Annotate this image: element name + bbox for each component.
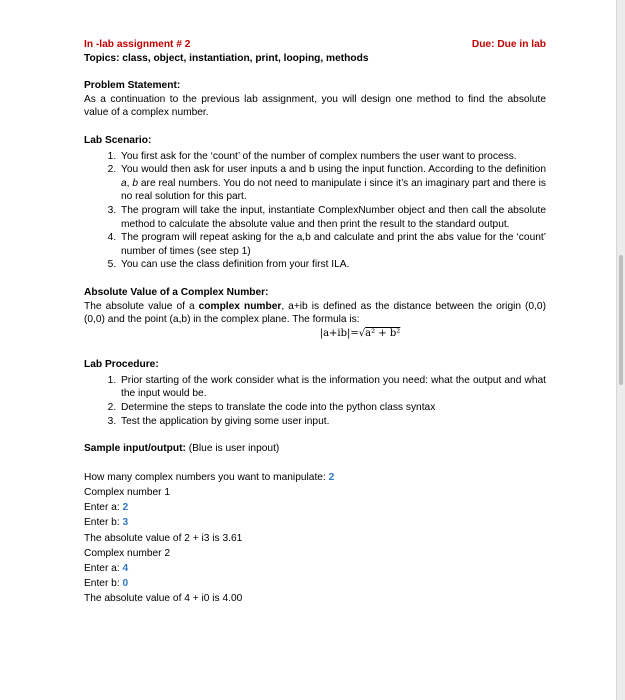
list-item: 1. You first ask for the ‘count’ of the number of complex numbers the user want to process. [119,150,546,164]
io-line: Enter a: 4 [84,563,129,575]
header-row [84,38,546,52]
sample-heading-line: Sample input/output: (Blue is user inpout) [84,443,280,455]
scenario-list [84,150,546,272]
io-line: How many complex numbers you want to manipulate: 2 [84,471,335,483]
absolute-heading: Absolute Value of a Complex Number: [84,286,269,298]
list-item: 1. Prior starting of the work consider what is the information you need: what the output and what the input would be. [119,374,546,401]
list-item: 5. You can use the class definition from your first ILA. [119,258,546,272]
io-line: The absolute value of 4 + i0 is 4.00 [84,593,243,605]
problem-heading: Problem Statement: [84,80,181,92]
list-item: 3. The program will take the input, instantiate ComplexNumber object and then call the absolute method to calculate the absolute value and then print the result to the standard output. [119,204,546,231]
vertical-scrollbar[interactable] [616,0,625,700]
scrollbar-thumb[interactable] [619,255,623,385]
procedure-list [84,374,546,428]
document-content [84,38,546,607]
absolute-text: The absolute value of a complex number, a+ib is defined as the distance between the origin (0,0)(0,0) and the point (a,b) in the complex plane. The formula is: [84,300,546,326]
formula: |a+ib|=√a² + b² [319,327,401,339]
io-line: Enter b: 3 [84,517,129,529]
list-item: 4. The program will repeat asking for the a,b and calculate and print the abs value for the ‘count’ number of times (see step 1) [119,231,546,258]
scenario-heading: Lab Scenario: [84,134,152,146]
list-item: 3. Test the application by giving some user input. [119,415,546,429]
io-line: Complex number 1 [84,487,171,499]
assignment-title: In -lab assignment # 2 [84,39,191,50]
io-line: The absolute value of 2 + i3 is 3.61 [84,532,243,544]
list-item: 2. You would then ask for user inputs a and b using the input function. According to the definition a, b are real numbers. You do not need to manipulate i since it’s an imaginary part and there is no real solution for this part. [119,163,546,204]
sample-output [84,470,546,607]
io-line: Complex number 2 [84,547,171,559]
procedure-heading: Lab Procedure: [84,359,159,371]
due-label: Due: Due in lab [471,39,546,50]
topics-line: Topics: class, object, instantiation, print, looping, methods [84,52,369,64]
problem-text: As a continuation to the previous lab assignment, you will design one method to find the absolute value of a complex number. [84,93,546,119]
io-line: Enter b: 0 [84,578,129,590]
io-line: Enter a: 2 [84,502,129,514]
list-item: 2. Determine the steps to translate the code into the python class syntax [119,401,546,415]
